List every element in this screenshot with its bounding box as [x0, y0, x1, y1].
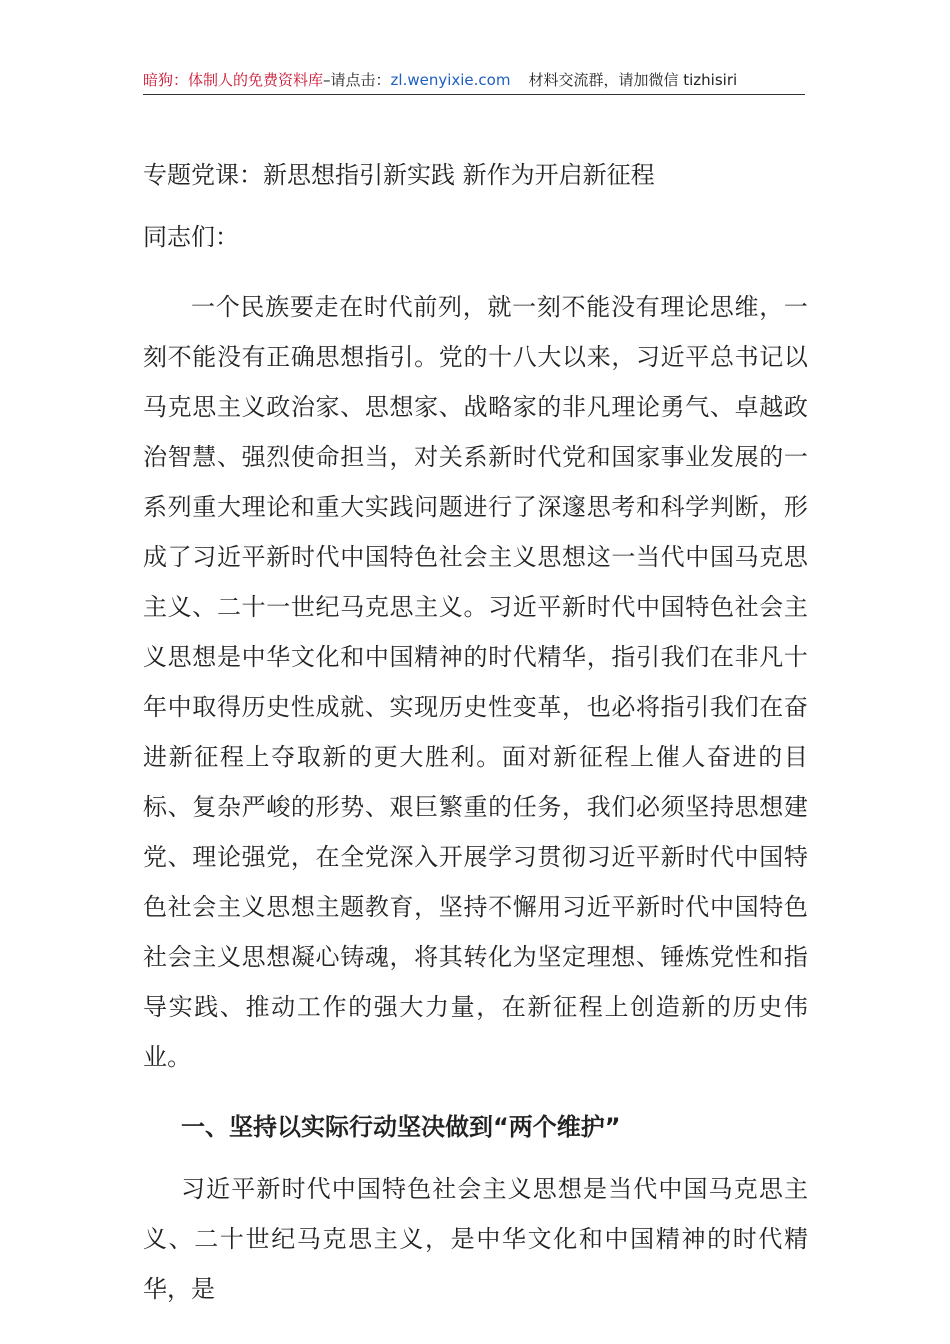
greeting: 同志们： — [143, 223, 239, 251]
document-body — [143, 150, 808, 1314]
page-header — [143, 68, 805, 95]
section-paragraph: 习近平新时代中国特色社会主义思想是当代中国马克思主义、二十世纪马克思主义，是中华文化和中国精神的时代精华，是 — [143, 1175, 808, 1303]
header-link[interactable]: zl.wenyixie.com — [390, 71, 511, 89]
header-brand: 暗狗：体制人的免费资料库 — [143, 71, 324, 89]
document-title: 专题党课：新思想指引新实践 新作为开启新征程 — [143, 161, 655, 189]
section-heading: 一、坚持以实际行动坚决做到“两个维护” — [181, 1113, 621, 1141]
header-prompt: –请点击： — [323, 71, 391, 89]
header-contact: 材料交流群，请加微信 tizhisiri — [528, 71, 738, 89]
intro-paragraph: 一个民族要走在时代前列，就一刻不能没有理论思维，一刻不能没有正确思想指引。党的十八大以来，习近平总书记以马克思主义政治家、思想家、战略家的非凡理论勇气、卓越政治智慧、强烈使命担当，对关系新时代党和国家事业发展的一系列重大理论和重大实践问题进行了深邃思考和科学判断，形成了习近平新时代中国特色社会主义思想这一当代中国马克思主义、二十一世纪马克思主义。习近平新时代中国特色社会主义思想是中华文化和中国精神的时代精华，指引我们在非凡十年中取得历史性成就、实现历史性变革，也必将指引我们在奋进新征程上夺取新的更大胜利。面对新征程上催人奋进的目标、复杂严峻的形势、艰巨繁重的任务，我们必须坚持思想建党、理论强党，在全党深入开展学习贯彻习近平新时代中国特色社会主义思想主题教育，坚持不懈用习近平新时代中国特色社会主义思想凝心铸魂，将其转化为坚定理想、锤炼党性和指导实践、推动工作的强大力量，在新征程上创造新的历史伟业。 — [143, 293, 808, 1071]
